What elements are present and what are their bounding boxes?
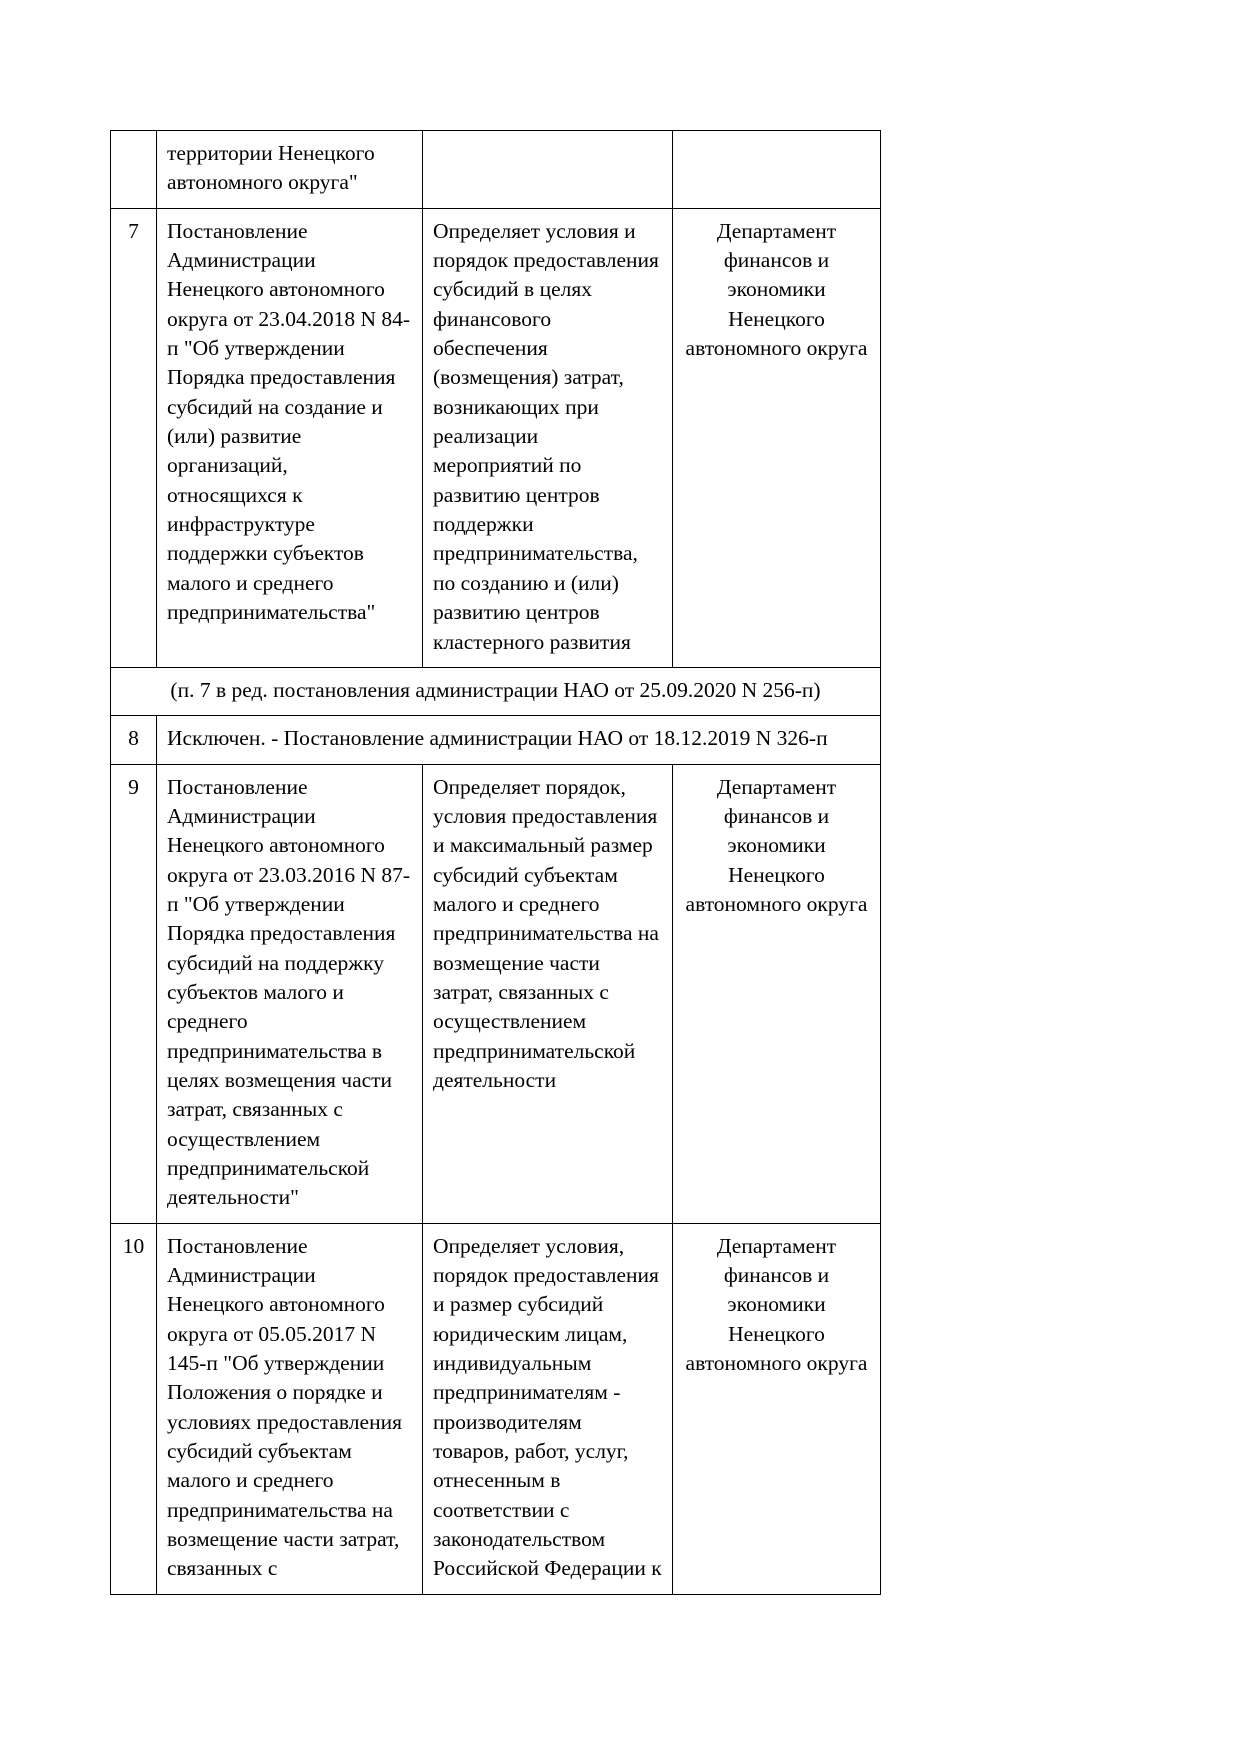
row-number-cell [111, 208, 157, 667]
department-text: Департамент финансов и экономики Ненецкого автономного округа [685, 1233, 868, 1376]
table-row [111, 764, 881, 1223]
table-row [111, 131, 881, 209]
amendment-note-cell [111, 667, 881, 715]
act-text: территории Ненецкого автономного округа" [167, 141, 375, 195]
description-cell [423, 131, 673, 209]
row-number: 7 [128, 218, 139, 243]
table-row [111, 716, 881, 764]
act-text: Постановление Администрации Ненецкого автономного округа от 23.03.2016 N 87-п "Об утверждении Порядка предоставления субсидий на поддержку субъектов малого и среднего предпринимательства в целях возмещения части затрат, связанных с осуществлением предпринимательской деятельности" [167, 774, 411, 1210]
department-cell [673, 1223, 881, 1594]
department-text: Департамент финансов и экономики Ненецкого автономного округа [685, 774, 868, 916]
act-cell [157, 764, 423, 1223]
row-number: 8 [128, 726, 139, 751]
excluded-text-cell [157, 716, 881, 764]
regulations-table [110, 130, 881, 1595]
department-cell [673, 764, 881, 1223]
act-cell [157, 208, 423, 667]
excluded-text: Исключен. - Постановление администрации НАО от 18.12.2019 N 326-п [167, 726, 828, 751]
department-cell [673, 131, 881, 209]
description-text: Определяет порядок, условия предоставления и максимальный размер субсидий субъектам малого и среднего предпринимательства на возмещение части затрат, связанных с осуществлением предпринимательской деятельности [433, 774, 659, 1092]
description-cell [423, 764, 673, 1223]
department-cell [673, 208, 881, 667]
amendment-note-text: (п. 7 в ред. постановления администрации НАО от 25.09.2020 N 256-п) [170, 677, 821, 702]
act-cell [157, 1223, 423, 1594]
row-number: 9 [128, 774, 139, 799]
description-cell [423, 208, 673, 667]
table-row-note [111, 667, 881, 715]
row-number: 10 [122, 1233, 145, 1258]
row-number-cell [111, 131, 157, 209]
act-text: Постановление Администрации Ненецкого автономного округа от 23.04.2018 N 84-п "Об утверждении Порядка предоставления субсидий на создание и (или) развитие организаций, относящихся к инфраструктуре поддержки субъектов малого и среднего предпринимательства" [167, 218, 411, 625]
description-text: Определяет условия, порядок предоставления и размер субсидий юридическим лицам, индивидуальным предпринимателям - производителям товаров, работ, услуг, отнесенным в соответствии с законодательством Российской Федерации к [433, 1233, 662, 1581]
act-cell [157, 131, 423, 209]
table-row [111, 1223, 881, 1594]
act-text: Постановление Администрации Ненецкого автономного округа от 05.05.2017 N 145-п "Об утверждении Положения о порядке и условиях предоставления субсидий субъектам малого и среднего предпринимательства на возмещение части затрат, связанных с [167, 1233, 402, 1581]
description-cell [423, 1223, 673, 1594]
row-number-cell [111, 1223, 157, 1594]
row-number-cell [111, 716, 157, 764]
description-text: Определяет условия и порядок предоставления субсидий в целях финансового обеспечения (возмещения) затрат, возникающих при реализации мероприятий по развитию центров поддержки предпринимательства, по созданию и (или) развитию центров кластерного развития [433, 218, 659, 654]
department-text: Департамент финансов и экономики Ненецкого автономного округа [685, 218, 868, 361]
table-row [111, 208, 881, 667]
row-number-cell [111, 764, 157, 1223]
